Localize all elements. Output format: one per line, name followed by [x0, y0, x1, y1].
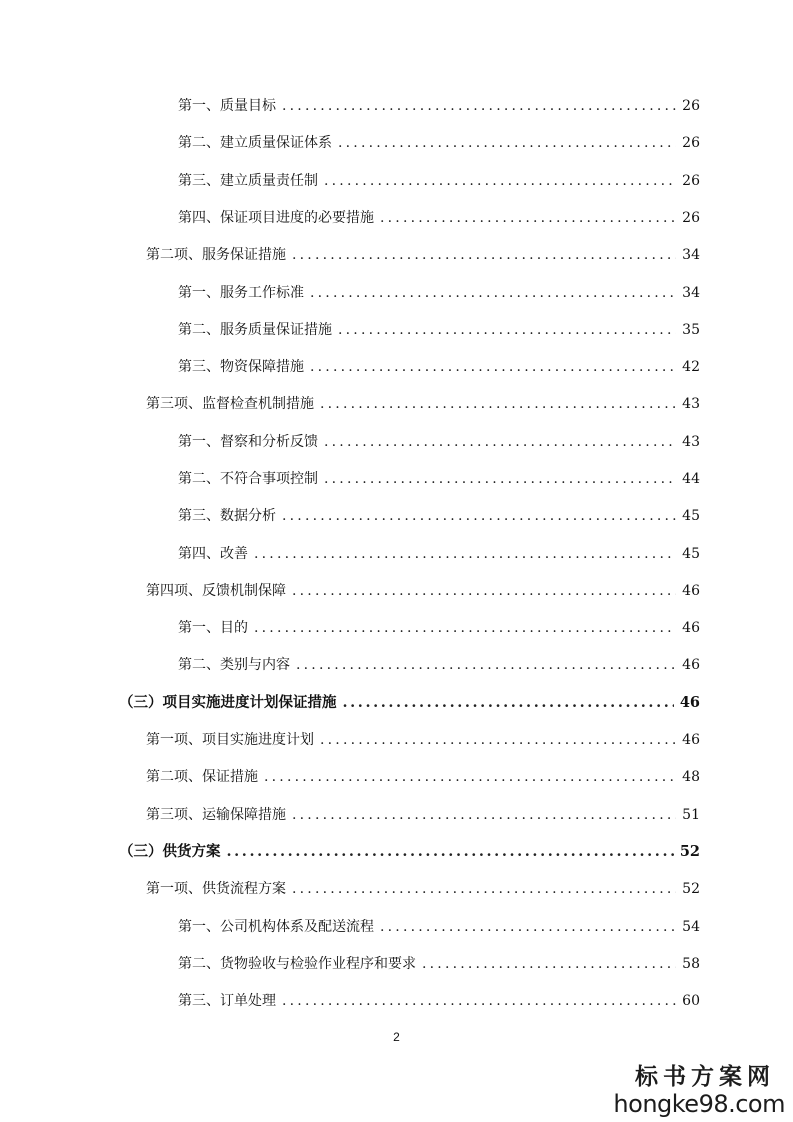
toc-entry[interactable]	[178, 432, 700, 452]
dot-leader	[324, 432, 676, 452]
toc-entry-chapter[interactable]	[119, 693, 700, 713]
toc-entry-page: 42	[682, 359, 700, 375]
watermark-logo-text: 标书方案网	[635, 1064, 775, 1090]
dot-leader	[296, 655, 676, 675]
dot-leader	[227, 842, 674, 862]
toc-entry[interactable]	[178, 917, 700, 937]
toc-entry-page: 52	[682, 881, 700, 897]
toc-entry[interactable]	[178, 96, 700, 116]
toc-entry-title: 第三、物资保障措施	[178, 359, 304, 375]
toc-entry-chapter[interactable]	[119, 842, 700, 862]
toc-entry[interactable]	[178, 991, 700, 1011]
dot-leader	[380, 208, 676, 228]
dot-leader	[320, 394, 676, 414]
toc-entry-title: 第二、类别与内容	[178, 657, 290, 673]
toc-entry[interactable]	[178, 357, 700, 377]
dot-leader	[254, 544, 676, 564]
dot-leader	[254, 618, 676, 638]
dot-leader	[422, 954, 676, 974]
dot-leader	[380, 917, 676, 937]
toc-entry-title: 第二项、服务保证措施	[146, 247, 286, 263]
toc-entry-title: 第一、目的	[178, 620, 248, 636]
toc-entry[interactable]	[178, 469, 700, 489]
toc-entry-title: 第一、服务工作标准	[178, 285, 304, 301]
toc-entry[interactable]	[146, 767, 700, 787]
site-watermark	[613, 1066, 785, 1116]
dot-leader	[343, 693, 674, 713]
toc-entry-page: 52	[679, 843, 700, 860]
toc-entry[interactable]	[178, 208, 700, 228]
toc-entry-title: 第三、订单处理	[178, 993, 276, 1009]
toc-entry-title: 第三、建立质量责任制	[178, 173, 318, 189]
toc-entry-page: 45	[682, 508, 700, 524]
toc-entry-page: 26	[682, 210, 700, 226]
dot-leader	[292, 581, 676, 601]
toc-entry-page: 43	[682, 434, 700, 450]
dot-leader	[324, 469, 676, 489]
toc-entry[interactable]	[178, 320, 700, 340]
toc-entry-title: 第一、督察和分析反馈	[178, 434, 318, 450]
toc-entry-page: 44	[682, 471, 700, 487]
toc-entry-page: 48	[682, 769, 700, 785]
dot-leader	[264, 767, 676, 787]
watermark-url: hongke98.com	[613, 1090, 785, 1118]
toc-entry-title: （三）项目实施进度计划保证措施	[119, 694, 337, 711]
dot-leader	[292, 805, 676, 825]
page-number: 2	[393, 1030, 400, 1044]
dot-leader	[282, 96, 676, 116]
toc-entry[interactable]	[178, 283, 700, 303]
toc-entry-page: 46	[682, 657, 700, 673]
toc-entry-page: 46	[682, 732, 700, 748]
toc-entry-title: （三）供货方案	[119, 843, 221, 860]
toc-entry-title: 第四项、反馈机制保障	[146, 583, 286, 599]
toc-entry-title: 第三项、运输保障措施	[146, 807, 286, 823]
toc-entry-page: 54	[682, 919, 700, 935]
toc-entry-page: 34	[682, 247, 700, 263]
toc-entry-page: 46	[682, 620, 700, 636]
toc-entry[interactable]	[178, 954, 700, 974]
toc-entry[interactable]	[178, 618, 700, 638]
dot-leader	[310, 357, 676, 377]
toc-entry-page: 58	[682, 956, 700, 972]
toc-entry[interactable]	[146, 879, 700, 899]
toc-entry-page: 43	[682, 396, 700, 412]
dot-leader	[320, 730, 676, 750]
toc-entry[interactable]	[146, 581, 700, 601]
toc-entry-title: 第四、改善	[178, 546, 248, 562]
toc-entry[interactable]	[146, 245, 700, 265]
toc-entry-page: 26	[682, 135, 700, 151]
dot-leader	[338, 133, 676, 153]
toc-entry-page: 45	[682, 546, 700, 562]
toc-entry[interactable]	[178, 544, 700, 564]
toc-entry-page: 46	[682, 583, 700, 599]
toc-entry-title: 第二、不符合事项控制	[178, 471, 318, 487]
toc-entry[interactable]	[146, 394, 700, 414]
toc-entry-title: 第四、保证项目进度的必要措施	[178, 210, 374, 226]
toc-entry-title: 第二、服务质量保证措施	[178, 322, 332, 338]
toc-entry-page: 51	[682, 807, 700, 823]
toc-entry[interactable]	[178, 506, 700, 526]
toc-entry[interactable]	[178, 655, 700, 675]
toc-entry-page: 35	[682, 322, 700, 338]
dot-leader	[282, 991, 676, 1011]
toc-entry-page: 34	[682, 285, 700, 301]
dot-leader	[292, 879, 676, 899]
toc-entry[interactable]	[146, 805, 700, 825]
toc-entry-page: 26	[682, 173, 700, 189]
toc-entry-title: 第一、公司机构体系及配送流程	[178, 919, 374, 935]
dot-leader	[310, 283, 676, 303]
toc-entry-title: 第二项、保证措施	[146, 769, 258, 785]
dot-leader	[292, 245, 676, 265]
dot-leader	[282, 506, 676, 526]
toc-entry-page: 46	[679, 694, 700, 711]
toc-entry-page: 60	[682, 993, 700, 1009]
toc-entry-title: 第三、数据分析	[178, 508, 276, 524]
toc-entry-title: 第一项、项目实施进度计划	[146, 732, 314, 748]
toc-entry-title: 第三项、监督检查机制措施	[146, 396, 314, 412]
toc-entry-title: 第二、建立质量保证体系	[178, 135, 332, 151]
toc-entry[interactable]	[178, 133, 700, 153]
toc-entry[interactable]	[178, 171, 700, 191]
toc-entry-page: 26	[682, 98, 700, 114]
toc-entry-title: 第一、质量目标	[178, 98, 276, 114]
toc-entry-title: 第二、货物验收与检验作业程序和要求	[178, 956, 416, 972]
dot-leader	[324, 171, 676, 191]
toc-entry[interactable]	[146, 730, 700, 750]
toc-entry-title: 第一项、供货流程方案	[146, 881, 286, 897]
dot-leader	[338, 320, 676, 340]
